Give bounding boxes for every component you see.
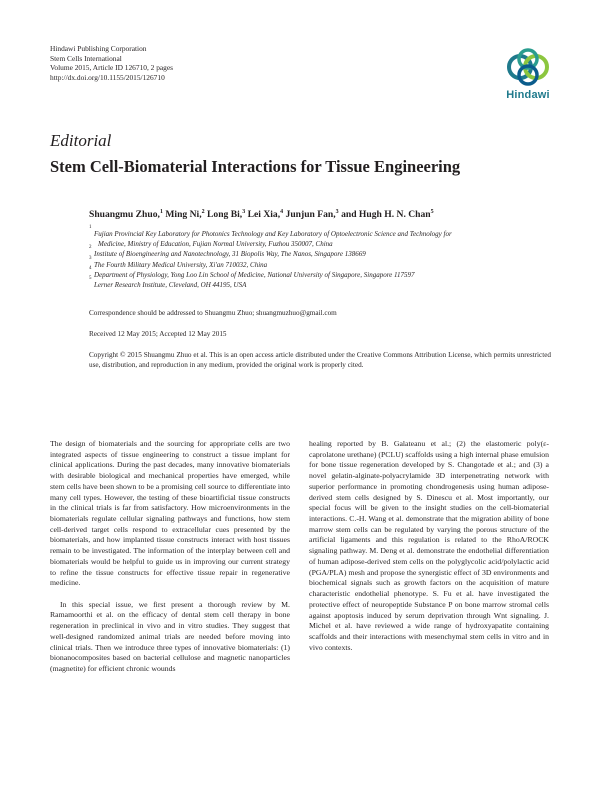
author-affiliation-mark: 1 bbox=[159, 208, 163, 215]
correspondence-note: Correspondence should be addressed to Shuangmu Zhuo; shuangmuzhuo@gmail.com bbox=[89, 309, 337, 317]
affiliation-text: Institute of Bioengineering and Nanotechnology, 31 Biopolis Way, The Nanos, Singapore 138669 bbox=[94, 250, 366, 259]
author-affiliation-mark: 2 bbox=[201, 208, 205, 215]
author-affiliation-mark: 3 bbox=[242, 208, 246, 215]
affiliation-text: Lerner Research Institute, Cleveland, OH 44195, USA bbox=[94, 281, 247, 290]
affiliation-item: 1 Fujian Provincial Key Laboratory for Photonics Technology and Key Laboratory of Optoelectronic Science and Technology for Medicine, Ministry of Education, Fujian Normal University, Fuzhou 350007, China bbox=[89, 229, 549, 249]
publisher-name: Hindawi Publishing Corporation bbox=[50, 44, 147, 53]
doi-link[interactable]: http://dx.doi.org/10.1155/2015/126710 bbox=[50, 72, 165, 82]
affiliation-text: The Fourth Military Medical University, Xi'an 710032, China bbox=[94, 260, 268, 269]
body-paragraph: healing reported by B. Galateanu et al.; (2) the elastomeric poly(ε-caprolatone urethane) (PCLU) scaffolds using a high internal phase emulsion for bone tissue regeneration developed by S. Changotade et al.; and (3) a novel gelatin-alginate-polyacrylamide 3D interpenetrating network with superior performance in promoting chondrogenesis using human adipose-derived stem cells designed by S. Dinescu et al. Most importantly, our special focus will be given to the insight studies on the cell-biomaterial interactions. C.-H. Wang et al. demonstrate that the migration ability of bone marrow stem cells can be regulated by varying the porous structure of the artificial ligaments and this regulation is related to the RhoA/ROCK signaling pathway. M. Deng et al. demonstrate the endothelial differentiation of human adipose-derived stem cells on the polyglycolic acid/polylactic acid (PGA/PLA) mesh and propose the synergistic effect of 3D environments and biochemical signals such as growth factors on the acquisition of mature characteristic endothelial phenotype. S. Fu et al. have investigated the protective effect of neuropeptide Substance P on bone marrow stromal cells against apoptosis induced by serum deprivation through Wnt signaling. J. Michel et al. have reviewed a wide range of hydroxyapatite containing scaffolds and their interactions with mesenchymal stem cells in vitro and in vivo contexts. bbox=[309, 439, 549, 652]
author-affiliation-mark: 5 bbox=[430, 208, 434, 215]
author-affiliation-mark: 3 bbox=[335, 208, 339, 215]
body-column-left bbox=[50, 439, 290, 675]
author-affiliation-mark: 4 bbox=[280, 208, 284, 215]
author-name: Lei Xia, bbox=[247, 209, 281, 220]
body-paragraph: In this special issue, we first present a thorough review by M. Ramamoorthi et al. on the efficacy of dental stem cell therapy in bone regeneration in preclinical in vivo and in vitro studies. They suggest that well-designed randomized animal trials are needed before moving into clinical trials. Then we introduce three types of innovative biomaterials: (1) bionanocomposites based on bacterial cellulose and magnetic nanoparticles (magnetite) for efficient chronic wounds bbox=[50, 599, 290, 674]
author-name: Shuangmu Zhuo, bbox=[89, 209, 160, 220]
affiliation-item: 2 Institute of Bioengineering and Nanotechnology, 31 Biopolis Way, The Nanos, Singapore 138669 bbox=[89, 249, 549, 259]
author-name: Ming Ni, bbox=[165, 209, 202, 220]
author-name: Long Bi, bbox=[207, 209, 243, 220]
journal-header bbox=[50, 44, 173, 82]
received-dates: Received 12 May 2015; Accepted 12 May 2015 bbox=[89, 330, 227, 338]
affiliation-text: Fujian Provincial Key Laboratory for Photonics Technology and Key Laboratory of Optoelectronic Science and Technology for bbox=[94, 230, 452, 238]
body-column-right bbox=[309, 439, 549, 653]
affiliation-text-continued: Medicine, Ministry of Education, Fujian Normal University, Fuzhou 350007, China bbox=[98, 240, 333, 249]
affiliation-item: 4 Department of Physiology, Yong Loo Lin School of Medicine, National University of Singapore, Singapore 117597 bbox=[89, 270, 549, 280]
copyright-notice: Copyright © 2015 Shuangmu Zhuo et al. This is an open access article distributed under the Creative Commons Attribution License, which permits unrestricted use, distribution, and reproduction in any medium, provided the original work is properly cited. bbox=[89, 351, 551, 370]
article-type: Editorial bbox=[50, 131, 112, 150]
author-name: Junjun Fan, bbox=[285, 209, 336, 220]
affiliation-item: 5 Lerner Research Institute, Cleveland, OH 44195, USA bbox=[89, 280, 549, 290]
author-name: and Hugh H. N. Chan bbox=[341, 209, 431, 220]
body-paragraph: The design of biomaterials and the sourcing for appropriate cells are two integrated aspects of tissue engineering to construct a tissue implant for clinical applications. During the past decades, many innovative biomaterials with desirable biological and mechanical properties have emerged, while stem cells have been shown to be a promising cell source to differentiate into many cell types. However, the testing of these bioartificial tissue constructs in the clinical trials is far from satisfactory. How microenvironments in the biomaterials regulate cellular signaling pathways and functions, how stem cell-derived target cells respond to extracellular cues presented by the biomaterials, and how implanted tissue constructs interact with host tissues remain to be investigated. The information of the interplay between cell and biomaterials would be helpful to guide us in improving our current strategy to refine the tissue constructs for effective tissue repair in regenerative medicine. bbox=[50, 439, 290, 588]
author-list bbox=[89, 209, 434, 220]
article-title: Stem Cell-Biomaterial Interactions for Tissue Engineering bbox=[50, 157, 461, 176]
volume-info: Volume 2015, Article ID 126710, 2 pages bbox=[50, 63, 174, 73]
affiliation-list bbox=[89, 225, 549, 290]
affiliation-text: Department of Physiology, Yong Loo Lin School of Medicine, National University of Singapore, Singapore 117597 bbox=[94, 270, 415, 279]
journal-name: Stem Cells International bbox=[50, 53, 122, 63]
affiliation-item: 3 The Fourth Military Medical University, Xi'an 710032, China bbox=[89, 260, 549, 270]
hindawi-logo-text: Hindawi bbox=[506, 89, 550, 101]
